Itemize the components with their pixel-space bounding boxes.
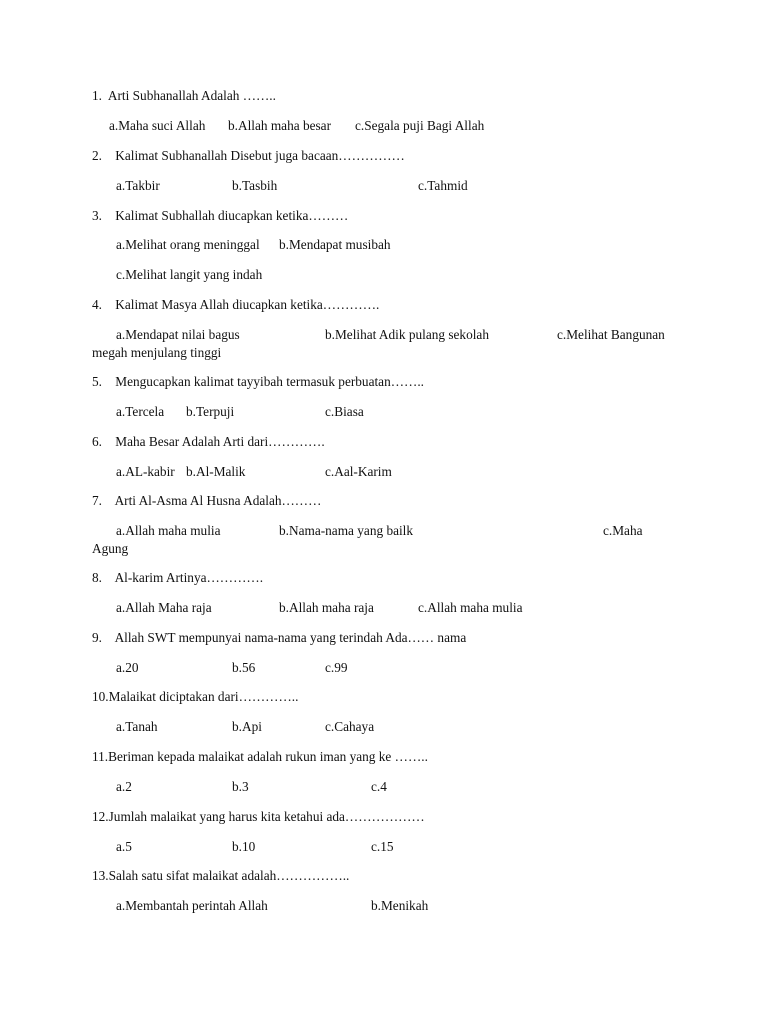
option-a: a.Membantah perintah Allah (116, 898, 268, 913)
question-number: 13. (92, 868, 109, 883)
question-text: Arti Subhanallah Adalah …….. (107, 88, 276, 103)
option-b: b.Nama-nama yang bailk (279, 523, 414, 538)
question-text: Arti Al-Asma Al Husna Adalah……… (114, 493, 322, 508)
question-number: 9. (92, 630, 102, 645)
question-7 (92, 493, 321, 508)
option-a: a.Maha suci Allah (109, 118, 206, 133)
option-a: a.5 (116, 839, 132, 854)
question-number: 3. (92, 208, 102, 223)
question-text: Kalimat Subhallah diucapkan ketika……… (115, 208, 349, 223)
question-12 (92, 809, 425, 824)
question-text: Beriman kepada malaikat adalah rukun iman yang ke …….. (108, 749, 428, 764)
question-number: 1. (92, 88, 102, 103)
question-number: 11. (92, 749, 109, 764)
question-9 (92, 630, 466, 645)
question-number: 5. (92, 374, 102, 389)
question-text: Maha Besar Adalah Arti dari…………. (115, 434, 325, 449)
option-c: c.Maha (603, 523, 643, 538)
option-b: b.Melihat Adik pulang sekolah (325, 327, 489, 342)
question-6 (92, 434, 325, 449)
option-a: a.Melihat orang meninggal (116, 237, 260, 252)
option-continuation: Agung (92, 541, 129, 556)
option-b: b.56 (232, 660, 256, 675)
question-8 (92, 570, 263, 585)
question-number: 12. (92, 809, 109, 824)
option-a: a.Takbir (116, 178, 160, 193)
question-text: Malaikat diciptakan dari………….. (108, 689, 299, 704)
option-c: c.15 (371, 839, 394, 854)
option-c: c.Biasa (325, 404, 364, 419)
question-number: 2. (92, 148, 102, 163)
option-c: c.Melihat langit yang indah (116, 267, 263, 282)
option-c: c.Segala puji Bagi Allah (355, 118, 485, 133)
option-b: b.Menikah (371, 898, 429, 913)
question-number: 7. (92, 493, 102, 508)
option-a: a.Allah maha mulia (116, 523, 221, 538)
option-a: a.Tercela (116, 404, 165, 419)
question-number: 4. (92, 297, 102, 312)
question-text: Jumlah malaikat yang harus kita ketahui ada……………… (108, 809, 425, 824)
option-b: b.Mendapat musibah (279, 237, 391, 252)
question-text: Kalimat Masya Allah diucapkan ketika…………. (115, 297, 380, 312)
question-3 (92, 208, 348, 223)
question-10 (92, 689, 298, 704)
question-text: Allah SWT mempunyai nama-nama yang terindah Ada…… nama (114, 630, 467, 645)
option-c: c.Melihat Bangunan (557, 327, 665, 342)
question-number: 8. (92, 570, 102, 585)
option-b: b.Allah maha besar (228, 118, 332, 133)
option-b: b.10 (232, 839, 256, 854)
option-continuation: megah menjulang tinggi (92, 345, 222, 360)
option-a: a.Allah Maha raja (116, 600, 212, 615)
option-b: b.3 (232, 779, 249, 794)
question-number: 6. (92, 434, 102, 449)
option-c: c.99 (325, 660, 348, 675)
question-13 (92, 868, 349, 883)
question-11 (92, 749, 428, 764)
option-b: b.Al-Malik (186, 464, 246, 479)
option-b: b.Terpuji (186, 404, 235, 419)
question-1 (92, 88, 276, 103)
option-a: a.Mendapat nilai bagus (116, 327, 240, 342)
option-c: c.Tahmid (418, 178, 468, 193)
option-b: b.Allah maha raja (279, 600, 374, 615)
option-c: c.Aal-Karim (325, 464, 392, 479)
option-c: c.Cahaya (325, 719, 375, 734)
question-number: 10. (92, 689, 109, 704)
option-c: c.Allah maha mulia (418, 600, 523, 615)
question-text: Mengucapkan kalimat tayyibah termasuk perbuatan…….. (115, 374, 424, 389)
question-text: Al-karim Artinya…………. (114, 570, 264, 585)
option-a: a.2 (116, 779, 132, 794)
option-a: a.Tanah (116, 719, 158, 734)
option-c: c.4 (371, 779, 387, 794)
question-text: Salah satu sifat malaikat adalah…………….. (108, 868, 350, 883)
option-a: a.20 (116, 660, 139, 675)
question-4 (92, 297, 379, 312)
question-text: Kalimat Subhanallah Disebut juga bacaan…………… (115, 148, 405, 163)
option-a: a.AL-kabir (116, 464, 175, 479)
option-b: b.Api (232, 719, 262, 734)
question-2 (92, 148, 405, 163)
question-5 (92, 374, 424, 389)
option-b: b.Tasbih (232, 178, 278, 193)
